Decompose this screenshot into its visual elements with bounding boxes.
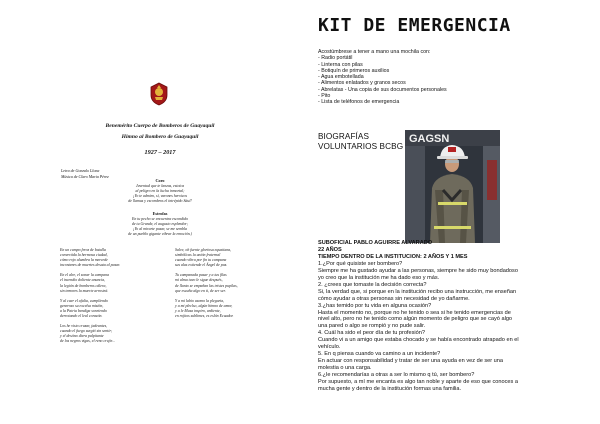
- lyrics-credit: Letra de Gonzalo Llona: [61, 168, 100, 173]
- estrofas-title: Estrofas: [152, 211, 168, 216]
- music-credit: Música de Claro Maria Pérez: [61, 173, 109, 179]
- hymn-years: 1927 – 2017: [144, 149, 176, 156]
- hymn-column-right: [175, 248, 285, 319]
- interview-line: Cuando vi a un amigo que estaba chocado y se había encontrado atrapado en el: [318, 337, 519, 344]
- kit-item: - Radio portátil: [318, 55, 353, 62]
- interview-line: 6.¿le recomendarías a otras a ser lo mismo q tú, ser bombero?: [318, 372, 475, 379]
- biographies-heading: [318, 132, 403, 152]
- verse-line: Y al caer el afalia, cumpliendo: [60, 298, 108, 303]
- verse-line: incontenes de muertes desata al pasar.: [60, 263, 121, 268]
- hymn-title: Himno al Bombero de Guayaquil: [121, 134, 199, 140]
- verse-line: En un campo feroz de batalla: [60, 248, 106, 252]
- kit-item: - Alimentos enlatados y granos secos: [318, 80, 406, 87]
- interview-line: Siempre me ha gustado ayudar a las personas, siempre he sido muy bondadoso: [318, 267, 518, 274]
- verse-line: Tu campanada pasar y a tus filas: [175, 273, 227, 278]
- hymn-institution: Benemérito Cuerpo de Bomberos de Guayaquil: [105, 123, 215, 129]
- kit-item: - Lista de teléfonos de emergencia: [318, 99, 400, 106]
- verse-line: cuando el fuego surgió sin sentir;: [60, 329, 113, 334]
- verse-line: Juventud que te lanzas, estoica: [135, 184, 185, 188]
- verse-line: simbólicas la unión fraternal: [175, 253, 221, 258]
- verse-line: ¡Yo al mirarte pasar, se me sembla: [132, 227, 187, 232]
- kit-item: - Linterna con pilas: [318, 61, 363, 68]
- verse-line: Salve, oh fuente gloriosa equatiana,: [175, 248, 232, 252]
- verse-line: ¡Yo te admiro, sí, varones heroicos: [133, 194, 187, 199]
- verse-line: mi alma tuvo le sigue después,: [175, 278, 223, 283]
- bio-title-line: BIOGRAFÍAS: [318, 132, 370, 141]
- interview-line: mucha gente y dentro de la institución formas una familia.: [318, 386, 462, 393]
- interview-line: molestia o una carga.: [318, 365, 372, 372]
- verse-line: a la Patria bendiga sonriendo: [60, 308, 107, 313]
- kit-item: - Agua embotellada: [318, 74, 364, 81]
- kit-list: [318, 49, 447, 106]
- kit-intro: Acostúmbrese a tener a mano una mochila con:: [318, 49, 431, 55]
- interview-line: Hasta el momento no, porque no he tenido o sea si he tenido emergencias de: [318, 309, 511, 316]
- verse-line: Y a mi labio asomo la plegaria,: [175, 298, 225, 303]
- bio-title-line: VOLUNTARIOS BCBG: [318, 142, 404, 151]
- verse-line: Los he visto cruzar, jadeantes,: [60, 324, 108, 329]
- photo-sign-text: GAGSN: [409, 133, 450, 145]
- verse-line: de tu Grande, el augusto esplendor;: [131, 222, 189, 227]
- verse-line: y el destino diera palpitante: [60, 334, 104, 339]
- verse-line: cómo rojo alumbra la mercede: [60, 258, 108, 263]
- interview-line: 3.¿has temido por tu vida en alguna ocasión?: [318, 302, 432, 309]
- verse-line: de llamas y escombros el intrépido Sául!: [128, 199, 192, 204]
- page-title: KIT DE EMERGENCIA: [318, 15, 511, 36]
- coro-title: Coro: [155, 178, 165, 183]
- interview-line: En actuar con responsabilidad y tratar de ser una ayuda en vez de ser una: [318, 358, 504, 365]
- estrofa-1-verse: [40, 217, 280, 237]
- interview-line: cómo ayudar a otras personas sin necesidad de yo dañarme.: [318, 295, 470, 302]
- hymn-column-left: [60, 248, 170, 345]
- verse-line: cuando vibra por fin tu campana: [175, 258, 227, 263]
- verse-line: al peligro en la lucha inmortal;: [135, 189, 185, 194]
- volunteer-name: SUBOFICIAL PABLO AGUIRRE ALVARADO: [318, 240, 433, 246]
- verse-line: en rojitos sublimes, es eslón Ecuador.: [175, 314, 234, 319]
- verse-line: que escuña algo en ti, de ser ser.: [175, 288, 226, 293]
- interview-line: yo creo que la institución me ha dado eso y más.: [318, 274, 440, 281]
- coro-verse: [40, 184, 280, 204]
- firefighter-crest-icon: [149, 82, 169, 106]
- kit-item: - Botiquín de primeros auxilios: [318, 67, 390, 74]
- volunteer-tenure: TIEMPO DENTRO DE LA INSTITUCION: 2 AÑOS Y 1 MES: [318, 253, 468, 260]
- verse-line: En el alre, el sonar la campana: [60, 273, 110, 278]
- kit-item: - Abrelatas - Una copia de sus documentos personales: [318, 86, 447, 93]
- verse-line: sus alas extiende el Ángel de paz.: [175, 263, 228, 268]
- verse-line: la legión de bomberos cálera,: [60, 283, 107, 288]
- firefighter-photo: [405, 130, 500, 243]
- firefighter-illustration: [405, 130, 500, 243]
- interview-line: una pared o algo se rompió y no pude salir.: [318, 323, 426, 330]
- interview-line: 4. Cuál ha sido el peor día de tu profesión?: [318, 330, 425, 337]
- volunteer-interview: [318, 240, 596, 393]
- verse-line: de un pueblo gigante vibrar la emoción.): [128, 232, 192, 237]
- verse-line: generoso su excelsa misión,: [60, 303, 104, 308]
- interview-line: nivel alto, pero no he tenido como algún momento de peligro que se cayó algo: [318, 316, 513, 323]
- volunteer-age: 22 AÑOS: [318, 246, 342, 253]
- verse-line: de llanto se empañan las tristes pupilas,: [175, 283, 238, 288]
- interview-line: 1.¿Por qué quisiste ser bombero?: [318, 260, 403, 267]
- verse-line: En tu pecho se encuentra escondido: [131, 217, 189, 221]
- interview-line: vehículo.: [318, 344, 341, 351]
- interview-line: Por supuesto, a mí me encanta es algo tan noble y aparte de eso que conoces a: [318, 379, 518, 386]
- interview-line: Si, la verdad que, si porque en la institución recibo una instrucción, me enseñan: [318, 288, 517, 295]
- verse-line: y a le Musa inspiro, ardiente,: [175, 308, 221, 313]
- interview-line: 2. ¿crees que tomaste la decisión correcta?: [318, 281, 427, 288]
- verse-line: sin temores la muerte arrostrá.: [60, 288, 109, 293]
- interview-line: 5. En q piensa cuando va camino a un incidente?: [318, 351, 441, 358]
- verse-line: de los negros vigas, el reno crujir...: [60, 339, 115, 344]
- kit-item: - Pito: [318, 93, 331, 100]
- verse-line: y a mi pleclso, algún himno de amor,: [175, 303, 233, 308]
- verse-line: derrotando el leal corazón.: [60, 314, 103, 319]
- verse-line: el incendio doliente anuncia,: [60, 278, 106, 283]
- verse-line: convertida la hermosa ciudad,: [60, 253, 108, 258]
